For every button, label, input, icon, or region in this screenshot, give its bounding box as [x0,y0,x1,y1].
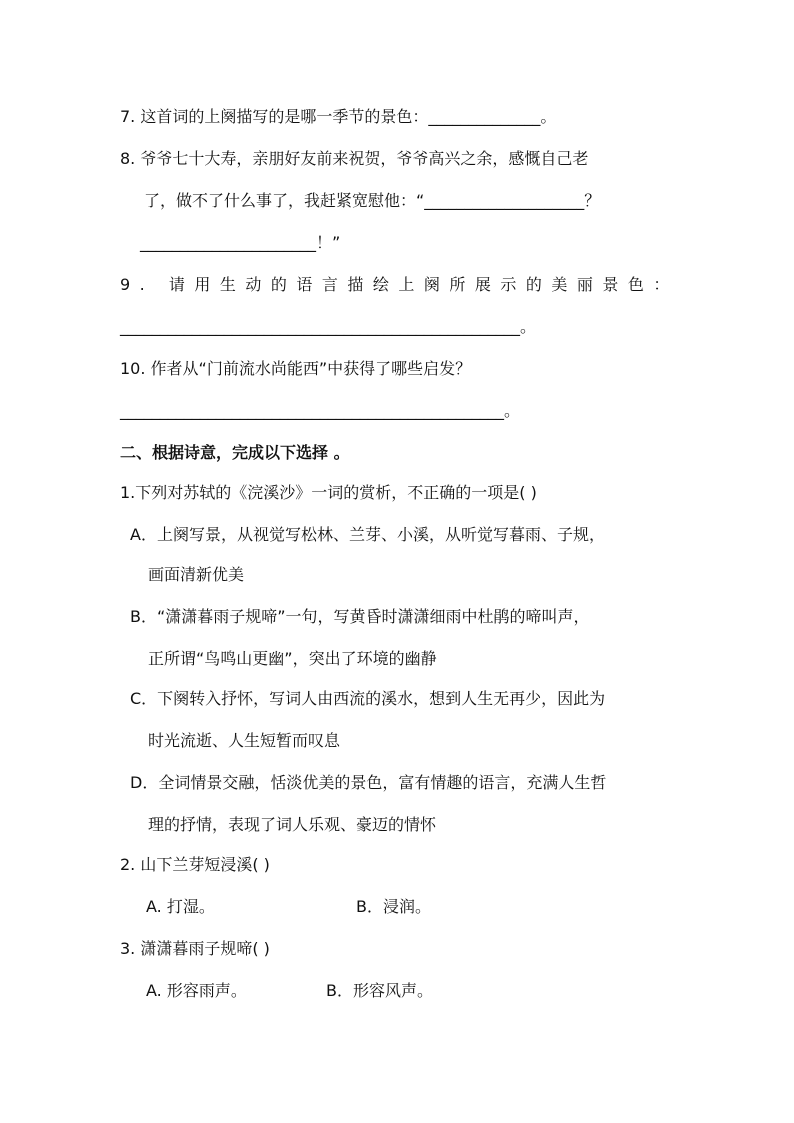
question-8-line-2: 了，做不了什么事了，我赶紧宽慰他：“____________________？ [144,191,601,210]
question-8-line-1: 8. 爷爷七十大寿，亲朋好友前来祝贺，爷爷高兴之余，感慨自己老 [120,149,589,168]
s2-q1-option-b-line-2: 正所谓“鸟鸣山更幽”，突出了环境的幽静 [148,649,437,668]
s2-q3-option-a: A. 形容雨声。 [146,981,247,1000]
question-9-line-2: __________________________________________________。 [120,317,537,336]
question-10-line-2: ________________________________________________。 [120,401,521,420]
s2-q2-option-b: B．浸润。 [356,897,431,916]
question-8-line-3: ______________________！” [140,233,341,252]
section-2-heading: 二、根据诗意，完成以下选择 。 [120,443,350,462]
s2-q1-option-a-line-1: A．上阕写景，从视觉写松林、兰芽、小溪，从听觉写暮雨、子规， [130,525,605,544]
question-10-line-1: 10. 作者从“门前流水尚能西”中获得了哪些启发？ [120,359,472,378]
s2-q1-option-c-line-2: 时光流逝、人生短暂而叹息 [148,731,341,750]
s2-question-2-stem: 2. 山下兰芽短浸溪( ) [120,855,270,874]
s2-question-1-stem: 1.下列对苏轼的《浣溪沙》一词的赏析，不正确的一项是( ) [120,483,537,502]
question-9-line-1: 9. 请用生动的语言描绘上阕所展示的美丽景色： [120,275,679,294]
s2-q2-option-a: A. 打湿。 [146,897,215,916]
s2-q1-option-c-line-1: C．下阕转入抒怀，写词人由西流的溪水，想到人生无再少，因此为 [130,689,606,708]
s2-q1-option-d-line-1: D．全词情景交融，恬淡优美的景色，富有情趣的语言，充满人生哲 [130,773,607,792]
question-7: 7. 这首词的上阕描写的是哪一季节的景色：______________。 [120,107,557,126]
s2-question-3-stem: 3. 潇潇暮雨子规啼( ) [120,939,270,958]
s2-q3-option-b: B．形容风声。 [326,981,433,1000]
s2-q1-option-a-line-2: 画面清新优美 [148,565,245,584]
s2-q1-option-b-line-1: B．“潇潇暮雨子规啼”一句，写黄昏时潇潇细雨中杜鹃的啼叫声， [130,607,590,626]
s2-q1-option-d-line-2: 理的抒情，表现了词人乐观、豪迈的情怀 [148,815,437,834]
